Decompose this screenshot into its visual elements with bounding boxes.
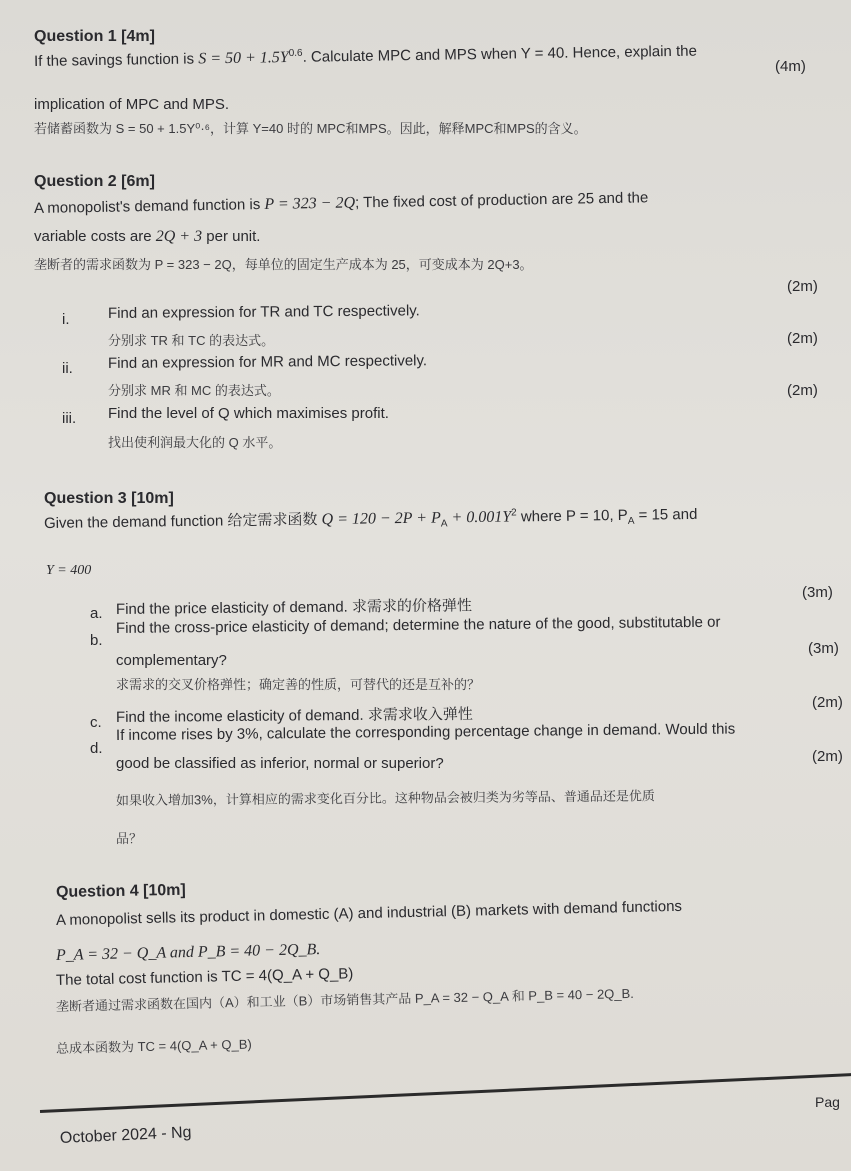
question-1-line-2: implication of MPC and MPS. — [34, 96, 230, 113]
question-3-part-b-text-2: complementary? — [116, 652, 227, 669]
question-4-line-1: A monopolist sells its product in domestic (A) and industrial (B) markets with demand functions — [55, 897, 683, 929]
question-3-part-d-chinese: 如果收入增加3%，计算相应的需求变化百分比。这种物品会被归类为劣等品、普通品还是优质 — [115, 788, 655, 808]
footer-date: October 2024 - Ng — [59, 1124, 192, 1147]
question-2-part-1-number: i. — [62, 311, 70, 328]
question-1-chinese: 若储蓄函数为 S = 50 + 1.5Y⁰·⁶，计算 Y=40 时的 MPC和MPS。因此，解释MPC和MPS的含义。 — [34, 121, 587, 136]
question-3-part-b-number: b. — [90, 632, 103, 649]
question-1-marks: (4m) — [775, 58, 806, 75]
question-3-part-a-number: a. — [90, 605, 103, 622]
question-2-part-3-chinese: 找出使利润最大化的 Q 水平。 — [108, 435, 282, 450]
question-3-title: Question 3 [10m] — [44, 490, 174, 507]
question-4-line-2: P_A = 32 − Q_A and P_B = 40 − 2Q_B. — [55, 941, 321, 964]
question-2-part-2-chinese: 分别求 MR 和 MC 的表达式。 — [108, 383, 280, 398]
question-3-part-d-marks: (2m) — [812, 748, 843, 765]
question-2-line-2: variable costs are 2Q + 3 per unit. — [34, 228, 261, 245]
question-2-part-1-marks: (2m) — [787, 278, 818, 295]
question-3-part-b-text: Find the cross-price elasticity of demand; determine the nature of the good, substitutable or — [115, 613, 721, 637]
footer-rule — [40, 1073, 851, 1113]
question-1-line-1: If the savings function is $S = 50 + 1.5Y^{0.6}$. Calculate MPC and MPS when Y = 40. Hence, explain the — [33, 42, 697, 70]
question-2-line-1: A monopolist's demand function is P = 323 − 2Q; The fixed cost of production are 25 and the — [33, 189, 649, 217]
question-2-part-3-text: Find the level of Q which maximises profit. — [108, 405, 389, 422]
question-2-part-3-number: iii. — [62, 410, 77, 427]
question-3-line-1: Given the demand function 给定需求函数 $Q = 120 - 2P + P_A + 0.001Y^2$ where P = 10, $P_A = 15$ and — [43, 505, 698, 532]
question-3-part-b-chinese: 求需求的交叉价格弹性；确定善的性质，可替代的还是互补的？ — [116, 677, 481, 692]
question-3-part-a-marks: (3m) — [802, 584, 833, 601]
question-2-part-1-text: Find an expression for TR and TC respectively. — [107, 302, 420, 322]
question-4-title: Question 4 [10m] — [55, 881, 186, 901]
question-3-part-c-text: Find the income elasticity of demand. 求需求收入弹性 — [115, 705, 473, 726]
footer-page-label: Pag — [815, 1094, 840, 1110]
question-4-chinese-2: 总成本函数为 TC = 4(Q_A + Q_B) — [55, 1036, 252, 1056]
question-2-title: Question 2 [6m] — [34, 173, 155, 190]
question-3-part-d-text: If income rises by 3%, calculate the corresponding percentage change in demand. Would this — [115, 720, 736, 744]
question-2-part-1-chinese: 分别求 TR 和 TC 的表达式。 — [108, 333, 275, 348]
question-2-part-2-text: Find an expression for MR and MC respectively. — [107, 352, 428, 372]
question-3-part-c-marks: (2m) — [812, 694, 843, 711]
question-3-part-c-number: c. — [90, 714, 102, 731]
question-2-part-3-marks: (2m) — [787, 382, 818, 399]
question-3-part-d-chinese-2: 品？ — [116, 831, 143, 846]
question-3-line-2: Y = 400 — [46, 563, 92, 578]
question-1-title: Question 1 [4m] — [34, 28, 155, 45]
question-3-part-d-number: d. — [90, 740, 103, 757]
question-4-line-3: The total cost function is TC = 4(Q_A + Q_B) — [55, 965, 354, 989]
question-2-part-2-marks: (2m) — [787, 330, 818, 347]
question-2-part-2-number: ii. — [62, 360, 73, 377]
question-4-chinese-1: 垄断者通过需求函数在国内（A）和工业（B）市场销售其产品 P_A = 32 − Q_A 和 P_B = 40 − 2Q_B. — [55, 985, 634, 1014]
question-3-part-d-text-2: good be classified as inferior, normal or superior? — [116, 755, 444, 772]
question-2-chinese: 垄断者的需求函数为 P = 323 − 2Q，每单位的固定生产成本为 25，可变成本为 2Q+3。 — [34, 257, 533, 272]
question-3-part-b-marks: (3m) — [808, 640, 839, 657]
question-3-part-a-text: Find the price elasticity of demand. 求需求的价格弹性 — [115, 597, 473, 618]
